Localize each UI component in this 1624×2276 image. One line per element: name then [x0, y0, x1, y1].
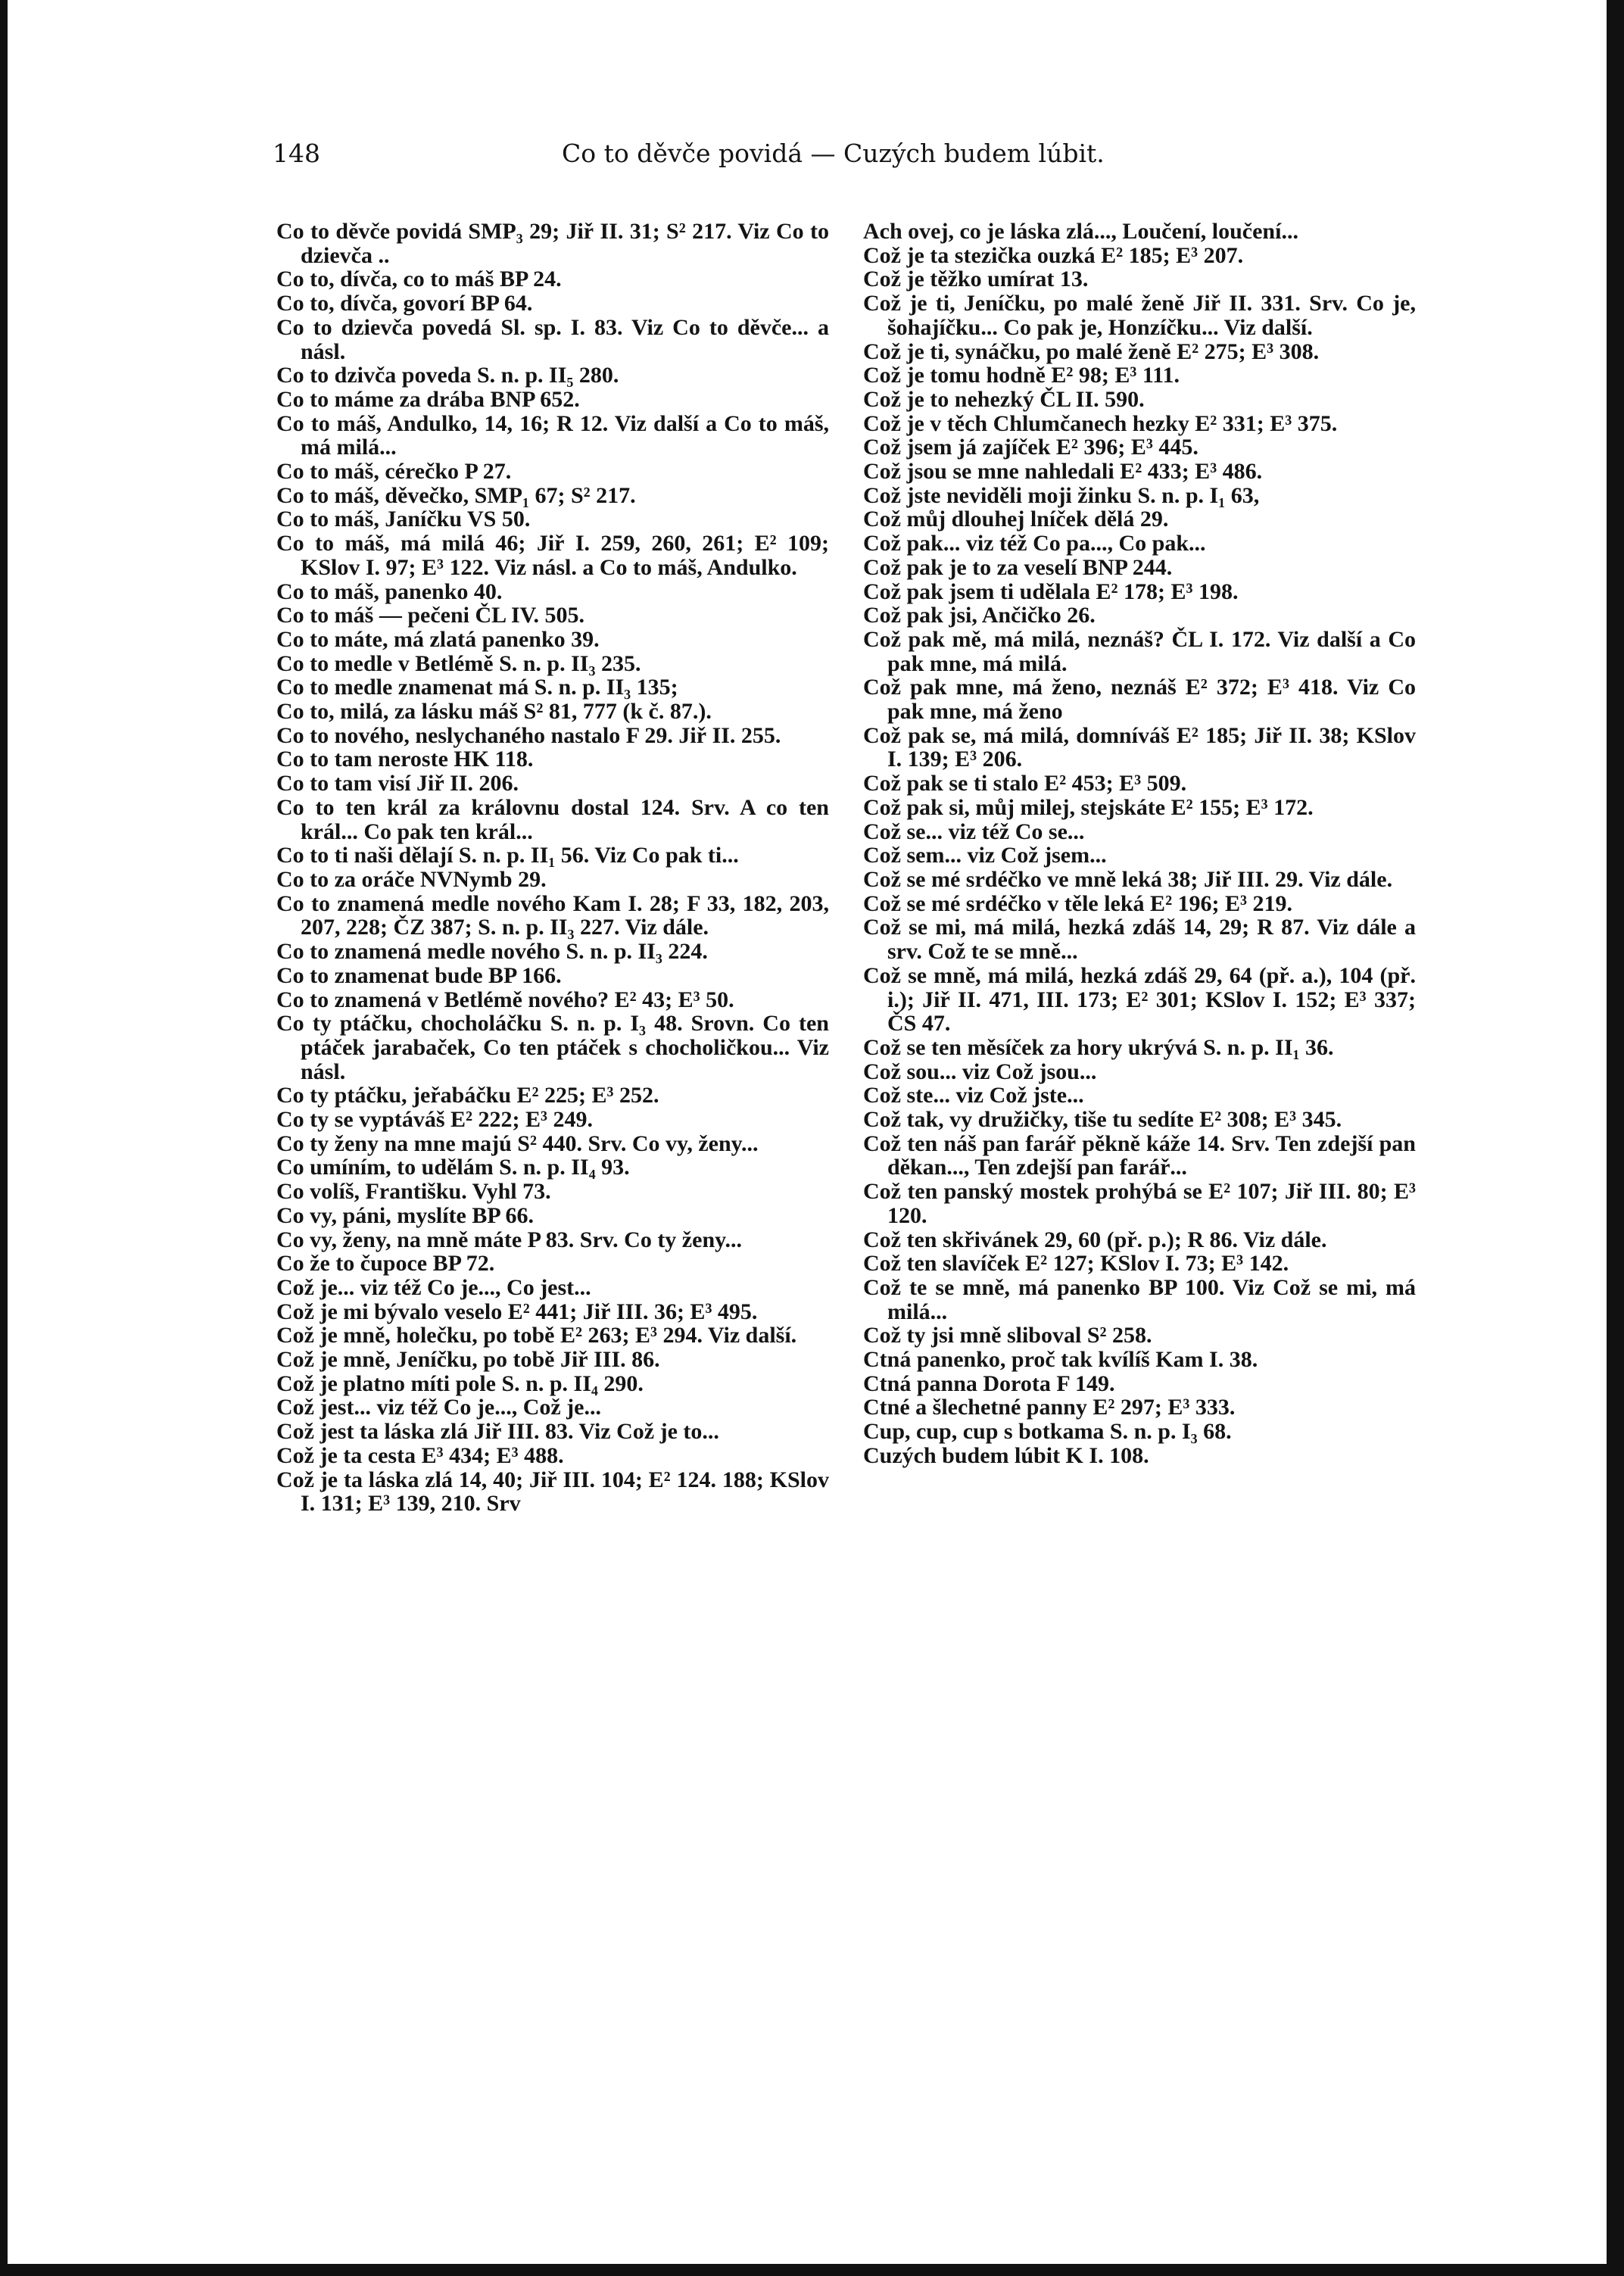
index-entry: Což pak si, můj milej, stejskáte E² 155; E³ 172. [863, 794, 1314, 820]
index-entry: Což je platno míti pole S. n. p. II₄ 290. [276, 1370, 644, 1396]
index-entry: Co to máš, děvečko, SMP₁ 67; S² 217. [276, 482, 636, 508]
index-entry: Což pak jsi, Ančičko 26. [863, 603, 1096, 628]
index-entry: Co to máš, Janíčku VS 50. [276, 507, 531, 532]
index-entry: Ctná panenko, proč tak kvílíš Kam I. 38. [863, 1347, 1258, 1373]
index-entry: Což je ta cesta E³ 434; E³ 488. [276, 1442, 564, 1468]
index-entry: Což ste... viz Což jste... [863, 1083, 1084, 1108]
index-entry: Což se... viz též Co se... [863, 818, 1085, 844]
index-entry: Cuzých budem lúbit K I. 108. [863, 1442, 1149, 1468]
index-entry: Co to máte, má zlatá panenko 39. [276, 626, 600, 652]
index-entry: Což jsou se mne nahledali E² 433; E³ 486. [863, 459, 1263, 485]
index-entry: Což je mi bývalo veselo E² 441; Jiř III. 36; E³ 495. [276, 1299, 758, 1324]
index-entry: Což se mé srdéčko ve mně leká 38; Jiř III. 29. Viz dále. [863, 866, 1393, 892]
index-entry: Což je mně, Jeníčku, po tobě Jiř III. 86. [276, 1347, 660, 1373]
index-entry: Což jsem já zajíček E² 396; E³ 445. [863, 435, 1199, 460]
index-entry: Což pak je to za veselí BNP 244. [863, 554, 1173, 580]
index-entry: Což jest ta láska zlá Jiř III. 83. Viz Což je to... [276, 1419, 719, 1445]
index-entry: Což se mně, má milá, hezká zdáš 29, 64 (př. a.), 104 (př. i.); Jiř II. 471, III. 173; E² 301; KSlov I. 152; E³ 337; ČS 47. [863, 962, 1416, 1037]
index-entry: Co umíním, to udělám S. n. p. II₄ 93. [276, 1155, 630, 1180]
index-entry: Co ty ptáčku, chocholáčku S. n. p. I₃ 48. Srovn. Co ten ptáček jarabaček, Co ten ptáček s chocholičkou... Viz násl. [276, 1011, 829, 1084]
index-entry: Což je mně, holečku, po tobě E² 263; E³ 294. Viz další. [276, 1323, 797, 1348]
index-entry: Co to znamená medle nového Kam I. 28; F 33, 182, 203, 207, 228; ČZ 387; S. n. p. II₃ 227. Viz dále. [276, 890, 829, 940]
index-entry: Což tak, vy družičky, tiše tu sedíte E² 308; E³ 345. [863, 1107, 1342, 1133]
index-entry: Což pak mne, má ženo, neznáš E² 372; E³ 418. Viz Co pak mne, má ženo [863, 675, 1416, 725]
index-entry: Což pak mě, má milá, neznáš? ČL I. 172. Viz další a Co pak mne, má milá. [863, 626, 1416, 676]
index-entry: Což sem... viz Což jsem... [863, 843, 1107, 868]
page-number: 148 [273, 139, 320, 168]
index-entry: Což ty jsi mně sliboval S² 258. [863, 1323, 1152, 1348]
index-entry: Což ten slavíček E² 127; KSlov I. 73; E³ 142. [863, 1251, 1289, 1277]
index-entry: Což pak... viz též Co pa..., Co pak... [863, 531, 1206, 557]
index-entry: Co to medle znamenat má S. n. p. II₃ 135; [276, 675, 678, 700]
index-entry: Co to tam neroste HK 118. [276, 747, 534, 772]
index-entry: Což te se mně, má panenko BP 100. Viz Což se mi, má milá... [863, 1274, 1416, 1324]
index-entry: Co ty se vyptáváš E² 222; E³ 249. [276, 1107, 593, 1133]
index-entry: Co ty ptáčku, jeřabáčku E² 225; E³ 252. [276, 1083, 659, 1108]
index-entry: Co to, dívča, govorí BP 64. [276, 291, 533, 316]
index-entry: Což je to nehezký ČL II. 590. [863, 386, 1145, 412]
index-entry: Co že to čupoce BP 72. [276, 1251, 495, 1277]
index-entry: Co to, dívča, co to máš BP 24. [276, 267, 562, 292]
index-entry: Co to dzievča povedá Sl. sp. I. 83. Viz Co to děvče... a násl. [276, 314, 829, 364]
index-entry: Což se ten měsíček za hory ukrývá S. n. p. II₁ 36. [863, 1034, 1334, 1060]
index-entry: Což pak se, má milá, domníváš E² 185; Jiř II. 38; KSlov I. 139; E³ 206. [863, 722, 1416, 772]
index-entry: Co to znamenat bude BP 166. [276, 962, 562, 988]
index-entry: Ctná panna Dorota F 149. [863, 1370, 1115, 1396]
index-entry: Což je těžko umírat 13. [863, 267, 1089, 292]
running-head: Co to děvče povidá — Cuzých budem lúbit. [562, 139, 1105, 168]
scan-border-bottom [0, 2264, 1624, 2276]
index-entry: Což ten panský mostek prohýbá se E² 107; Jiř III. 80; E³ 120. [863, 1179, 1416, 1228]
index-entry: Co volíš, Františku. Vyhl 73. [276, 1179, 551, 1205]
index-entry: Co to máš, cérečko P 27. [276, 459, 512, 485]
index-entry: Což je... viz též Co je..., Co jest... [276, 1274, 591, 1300]
index-entry: Co to medle v Betlémě S. n. p. II₃ 235. [276, 650, 641, 676]
index-entry: Cup, cup, cup s botkama S. n. p. I₃ 68. [863, 1419, 1232, 1445]
index-entry: Což je ta stezička ouzká E² 185; E³ 207. [863, 242, 1244, 268]
index-entry: Co to znamená v Betlémě nového? E² 43; E³ 50. [276, 987, 734, 1012]
index-entry: Což je v těch Chlumčanech hezky E² 331; E³ 375. [863, 410, 1338, 436]
index-entry: Co to znamená medle nového S. n. p. II₃ 224. [276, 939, 708, 965]
index-entry: Co vy, ženy, na mně máte P 83. Srv. Co ty ženy... [276, 1227, 742, 1252]
index-entry: Co to tam visí Jiř II. 206. [276, 771, 519, 797]
index-entry: Což sou... viz Což jsou... [863, 1058, 1097, 1084]
index-entry: Což jste neviděli moji žinku S. n. p. I₁ 63, [863, 482, 1260, 508]
index-column-right [863, 220, 1416, 1468]
index-column-left [276, 220, 829, 1516]
index-entry: Což je ti, synáčku, po malé ženě E² 275; E³ 308. [863, 338, 1320, 364]
index-entry: Což je ta láska zlá 14, 40; Jiř III. 104; E² 124. 188; KSlov I. 131; E³ 139, 210. Srv [276, 1467, 829, 1517]
index-entry: Co to děvče povidá SMP₃ 29; Jiř II. 31; S² 217. Viz Co to dzievča .. [276, 219, 829, 268]
page-header [273, 135, 1136, 173]
index-entry: Což je tomu hodně E² 98; E³ 111. [863, 363, 1180, 388]
index-entry: Co to máš — pečeni ČL IV. 505. [276, 603, 584, 628]
index-entry: Co to máš, panenko 40. [276, 578, 503, 604]
index-entry: Což ten náš pan farář pěkně káže 14. Srv. Ten zdejší pan děkan..., Ten zdejší pan farář... [863, 1130, 1416, 1180]
index-entry: Co to dzivča poveda S. n. p. II₅ 280. [276, 363, 619, 388]
index-entry: Což pak se ti stalo E² 453; E³ 509. [863, 771, 1187, 797]
scan-border-right [1607, 0, 1624, 2276]
index-entry: Co to máš, Andulko, 14, 16; R 12. Viz další a Co to máš, má milá... [276, 410, 829, 460]
index-entry: Což pak jsem ti udělala E² 178; E³ 198. [863, 578, 1239, 604]
index-entry: Což se mi, má milá, hezká zdáš 14, 29; R 87. Viz dále a srv. Což te se mně... [863, 915, 1416, 965]
index-entry: Co to máme za drába BNP 652. [276, 386, 580, 412]
index-entry: Což jest... viz též Co je..., Což je... [276, 1395, 601, 1420]
scan-border-left [0, 0, 8, 2276]
index-entry: Co to za oráče NVNymb 29. [276, 866, 547, 892]
index-entry: Což můj dlouhej lníček dělá 29. [863, 507, 1169, 532]
index-entry: Co to nového, neslychaného nastalo F 29. Jiř II. 255. [276, 722, 781, 748]
index-entry: Co to, milá, za lásku máš S² 81, 777 (k č. 87.). [276, 699, 712, 725]
index-entry: Ach ovej, co je láska zlá..., Loučení, loučení... [863, 219, 1298, 244]
index-entry: Co vy, páni, myslíte BP 66. [276, 1202, 535, 1228]
index-entry: Což ten skřivánek 29, 60 (př. p.); R 86. Viz dále. [863, 1227, 1327, 1252]
index-entry: Co ty ženy na mne majú S² 440. Srv. Co vy, ženy... [276, 1130, 759, 1156]
index-entry: Což se mé srdéčko v těle leká E² 196; E³ 219. [863, 890, 1293, 916]
index-entry: Co to ti naši dělají S. n. p. II₁ 56. Viz Co pak ti... [276, 843, 739, 868]
index-entry: Ctné a šlechetné panny E² 297; E³ 333. [863, 1395, 1236, 1420]
index-entry: Což je ti, Jeníčku, po malé ženě Jiř II. 331. Srv. Co je, šohajíčku... Co pak je, Honzíčku... Viz další. [863, 291, 1416, 340]
index-entry: Co to máš, má milá 46; Jiř I. 259, 260, 261; E² 109; KSlov I. 97; E³ 122. Viz násl. a Co to máš, Andulko. [276, 531, 829, 580]
index-entry: Co to ten král za královnu dostal 124. Srv. A co ten král... Co pak ten král... [276, 794, 829, 844]
